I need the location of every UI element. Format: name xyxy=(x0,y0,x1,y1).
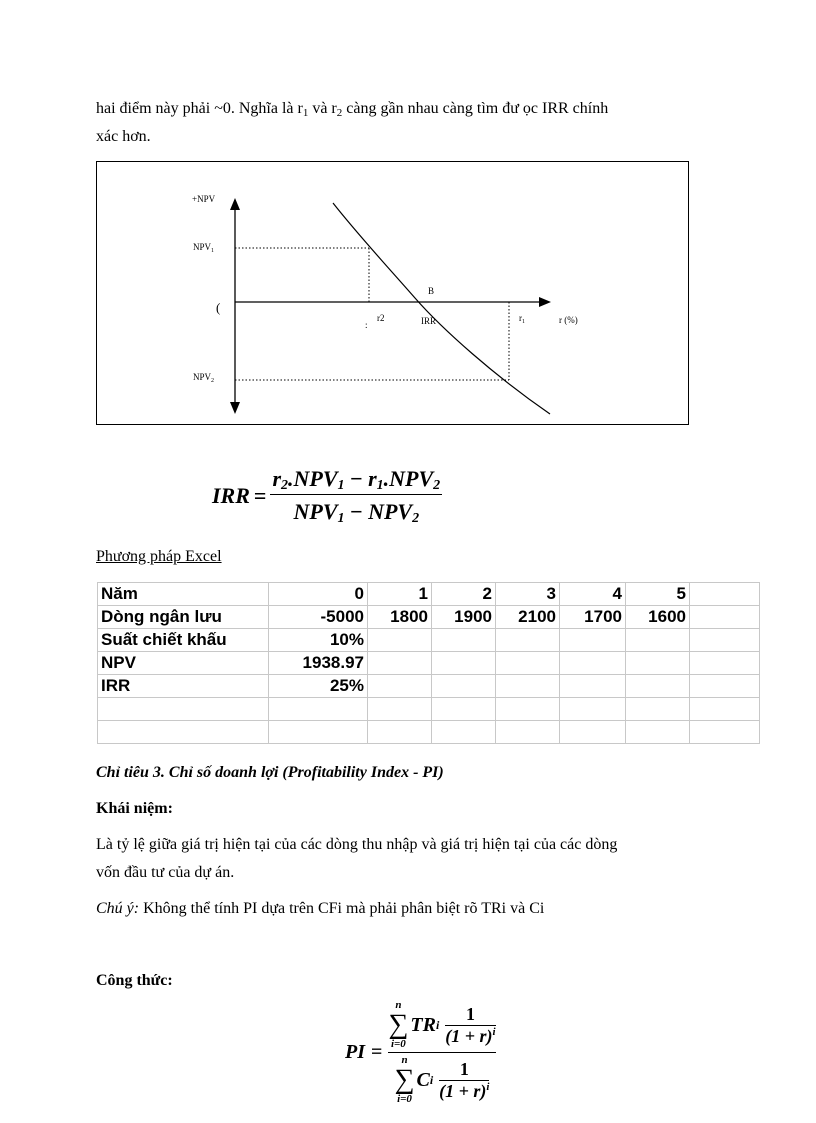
concept-heading: Khái niệm: xyxy=(96,800,173,817)
table-cell[interactable] xyxy=(368,629,432,652)
table-cell[interactable] xyxy=(368,675,432,698)
num-r2-sub: 2 xyxy=(281,478,289,493)
concept-line-1: Là tỷ lệ giữa giá trị hiện tại của các dòng thu nhập và giá trị hiện tại của các dòng xyxy=(96,836,618,853)
table-cell[interactable] xyxy=(560,652,626,675)
sum-numerator xyxy=(388,1000,408,1050)
npv2-label xyxy=(193,372,214,384)
table-cell[interactable]: 1600 xyxy=(626,606,690,629)
table-cell[interactable] xyxy=(626,675,690,698)
table-cell[interactable] xyxy=(432,675,496,698)
den-minus: − xyxy=(344,499,369,524)
pi-denominator: n ∑ i=0 C i $\frac{1}{(1 + r)^i}$ xyxy=(394,1054,490,1105)
intro-text-b: và r xyxy=(308,100,337,117)
discount-den-base: (1 + r) xyxy=(439,1080,487,1101)
table-cell[interactable] xyxy=(269,721,368,744)
intro-text-c: càng gần nhau càng tìm đư ọc IRR chính xyxy=(342,100,609,117)
table-cell[interactable] xyxy=(432,652,496,675)
table-cell[interactable] xyxy=(690,606,760,629)
table-cell[interactable] xyxy=(626,629,690,652)
npv1-label-sub: 1 xyxy=(211,248,215,254)
table-cell[interactable] xyxy=(496,675,560,698)
concept-paragraph xyxy=(96,831,740,887)
irr-formula-numerator xyxy=(270,466,442,494)
sum-den-bottom: i=0 xyxy=(397,1093,412,1105)
origin-label: ( xyxy=(216,300,221,315)
table-row xyxy=(98,629,760,652)
row-label-cell[interactable]: Suất chiết khấu xyxy=(98,629,269,652)
point-b-label: B xyxy=(428,286,435,296)
table-row xyxy=(98,652,760,675)
den-npv1: NPV xyxy=(293,499,338,524)
discount-den-exp: i xyxy=(486,1080,490,1093)
irr-diagram-svg xyxy=(97,162,688,424)
table-cell[interactable]: 1800 xyxy=(368,606,432,629)
table-cell[interactable]: 1700 xyxy=(560,606,626,629)
intro-sub-2: 2 xyxy=(336,107,343,119)
note-label: Chú ý: xyxy=(96,900,140,917)
table-cell[interactable] xyxy=(496,721,560,744)
intro-line-2: xác hơn. xyxy=(96,128,151,145)
irr-diagram xyxy=(96,161,689,425)
y-axis-label: +NPV xyxy=(192,194,216,204)
irr-formula-lhs: IRR xyxy=(212,482,250,508)
table-cell[interactable]: 2100 xyxy=(496,606,560,629)
discount-num-exp: i xyxy=(492,1025,496,1038)
intro-paragraph xyxy=(96,95,740,151)
table-cell[interactable] xyxy=(690,721,760,744)
sum-num-top: n xyxy=(395,999,402,1011)
x-axis-arrow xyxy=(539,297,551,307)
pi-formula-lhs: PI xyxy=(345,1041,365,1063)
pi-formula xyxy=(345,1000,496,1105)
table-cell[interactable] xyxy=(368,721,432,744)
discount-num-base: (1 + r) xyxy=(445,1025,493,1046)
table-cell[interactable] xyxy=(496,629,560,652)
num-r2: r xyxy=(272,466,282,491)
concept-line-2: vốn đầu tư của dự án. xyxy=(96,864,235,881)
table-cell[interactable]: 0 xyxy=(269,583,368,606)
table-cell[interactable] xyxy=(690,583,760,606)
row-label-cell[interactable]: IRR xyxy=(98,675,269,698)
table-row xyxy=(98,583,760,606)
table-cell[interactable]: 10% xyxy=(269,629,368,652)
table-cell[interactable]: 1900 xyxy=(432,606,496,629)
discount-num-one: 1 xyxy=(465,1003,475,1024)
table-cell[interactable] xyxy=(560,629,626,652)
row-label-cell[interactable]: Năm xyxy=(98,583,269,606)
pi-formula-fraction xyxy=(388,1000,495,1105)
sigma-den-icon: ∑ xyxy=(394,1064,415,1095)
table-cell[interactable]: 1 xyxy=(368,583,432,606)
npv2-label-sub: 2 xyxy=(211,378,215,384)
num-r1: r xyxy=(368,466,377,491)
discount-den-one: 1 xyxy=(459,1058,469,1079)
note-line xyxy=(96,900,544,918)
table-cell[interactable] xyxy=(690,652,760,675)
num-r1-sub: 1 xyxy=(376,478,384,493)
table-cell[interactable] xyxy=(690,675,760,698)
table-cell[interactable] xyxy=(496,698,560,721)
row-label-cell[interactable] xyxy=(98,698,269,721)
c-term: C xyxy=(416,1068,430,1091)
irr-formula-fraction xyxy=(270,466,442,525)
table-row xyxy=(98,721,760,744)
y-axis-arrow-down xyxy=(230,402,240,414)
table-cell[interactable]: -5000 xyxy=(269,606,368,629)
x-axis-label: r (%) xyxy=(559,315,578,325)
irr-formula-denominator xyxy=(294,495,420,525)
intro-sub-1: 1 xyxy=(302,107,309,119)
pi-numerator: n ∑ i=0 TR i $\frac{1}{(1 + r)^i}$ xyxy=(388,999,496,1050)
table-cell[interactable] xyxy=(432,698,496,721)
discount-num-den xyxy=(445,1026,495,1047)
table-row xyxy=(98,675,760,698)
npv-curve xyxy=(333,203,550,414)
y-axis-arrow-up xyxy=(230,198,240,210)
table-cell[interactable]: 5 xyxy=(626,583,690,606)
den-npv2-sub: 2 xyxy=(412,511,420,526)
r2-label: r2 xyxy=(377,313,385,323)
r1-label-sub: 1 xyxy=(522,319,525,325)
excel-table xyxy=(97,582,760,744)
table-cell[interactable]: 2 xyxy=(432,583,496,606)
table-cell[interactable] xyxy=(432,721,496,744)
npv2-label-text: NPV xyxy=(193,372,212,382)
table-cell[interactable] xyxy=(626,652,690,675)
irr-label: IRR xyxy=(421,316,437,326)
num-npv1-sub: 1 xyxy=(337,478,345,493)
table-cell[interactable] xyxy=(690,698,760,721)
table-cell[interactable] xyxy=(269,698,368,721)
table-cell[interactable] xyxy=(368,652,432,675)
pi-formula-eq: = xyxy=(371,1041,383,1063)
row-label-cell[interactable]: NPV xyxy=(98,652,269,675)
r1-label-text: r xyxy=(519,313,522,323)
irr-formula-eq: = xyxy=(253,482,267,508)
table-cell[interactable]: 3 xyxy=(496,583,560,606)
discount-den-den xyxy=(439,1081,489,1102)
table-cell[interactable] xyxy=(368,698,432,721)
num-npv1: .NPV xyxy=(288,466,338,491)
sum-den-top: n xyxy=(401,1054,408,1066)
r1-label xyxy=(519,313,525,325)
sum-num-bottom: i=0 xyxy=(390,1038,406,1050)
den-npv2: NPV xyxy=(368,499,413,524)
num-npv2-sub: 2 xyxy=(433,478,441,493)
excel-table-body xyxy=(98,583,760,744)
num-minus: − xyxy=(344,466,369,491)
row-label-cell[interactable] xyxy=(98,721,269,744)
discount-frac-num xyxy=(445,1004,495,1047)
table-cell[interactable]: 25% xyxy=(269,675,368,698)
table-cell[interactable] xyxy=(560,721,626,744)
table-cell[interactable] xyxy=(560,698,626,721)
table-cell[interactable]: 4 xyxy=(560,583,626,606)
npv1-label xyxy=(193,242,214,254)
table-cell[interactable] xyxy=(432,629,496,652)
sum-denominator xyxy=(395,1055,415,1105)
excel-heading: Phương pháp Excel xyxy=(96,548,222,565)
row-label-cell[interactable]: Dòng ngân lưu xyxy=(98,606,269,629)
table-cell[interactable]: 1938.97 xyxy=(269,652,368,675)
table-cell[interactable] xyxy=(626,721,690,744)
table-cell[interactable] xyxy=(626,698,690,721)
den-npv1-sub: 1 xyxy=(337,511,345,526)
table-row xyxy=(98,698,760,721)
irr-formula xyxy=(212,466,442,525)
table-cell[interactable] xyxy=(690,629,760,652)
num-npv2: .NPV xyxy=(383,466,434,491)
intro-line-1 xyxy=(96,95,740,123)
npv1-label-text: NPV xyxy=(193,242,212,252)
tick-mark: : xyxy=(365,320,368,330)
intro-text-a: hai điểm này phải ~0. Nghĩa là r xyxy=(96,100,303,117)
pi-heading: Chỉ tiêu 3. Chỉ số doanh lợi (Profitability Index - PI) xyxy=(96,764,444,781)
table-cell[interactable] xyxy=(560,675,626,698)
tr-term: TR xyxy=(410,1013,436,1036)
sigma-num-icon: ∑ xyxy=(388,1009,409,1040)
table-row xyxy=(98,606,760,629)
table-cell[interactable] xyxy=(496,652,560,675)
discount-frac-den xyxy=(439,1059,489,1102)
note-text: Không thể tính PI dựa trên CFi mà phải phân biệt rõ TRi và Ci xyxy=(139,900,545,917)
formula-heading: Công thức: xyxy=(96,972,173,989)
